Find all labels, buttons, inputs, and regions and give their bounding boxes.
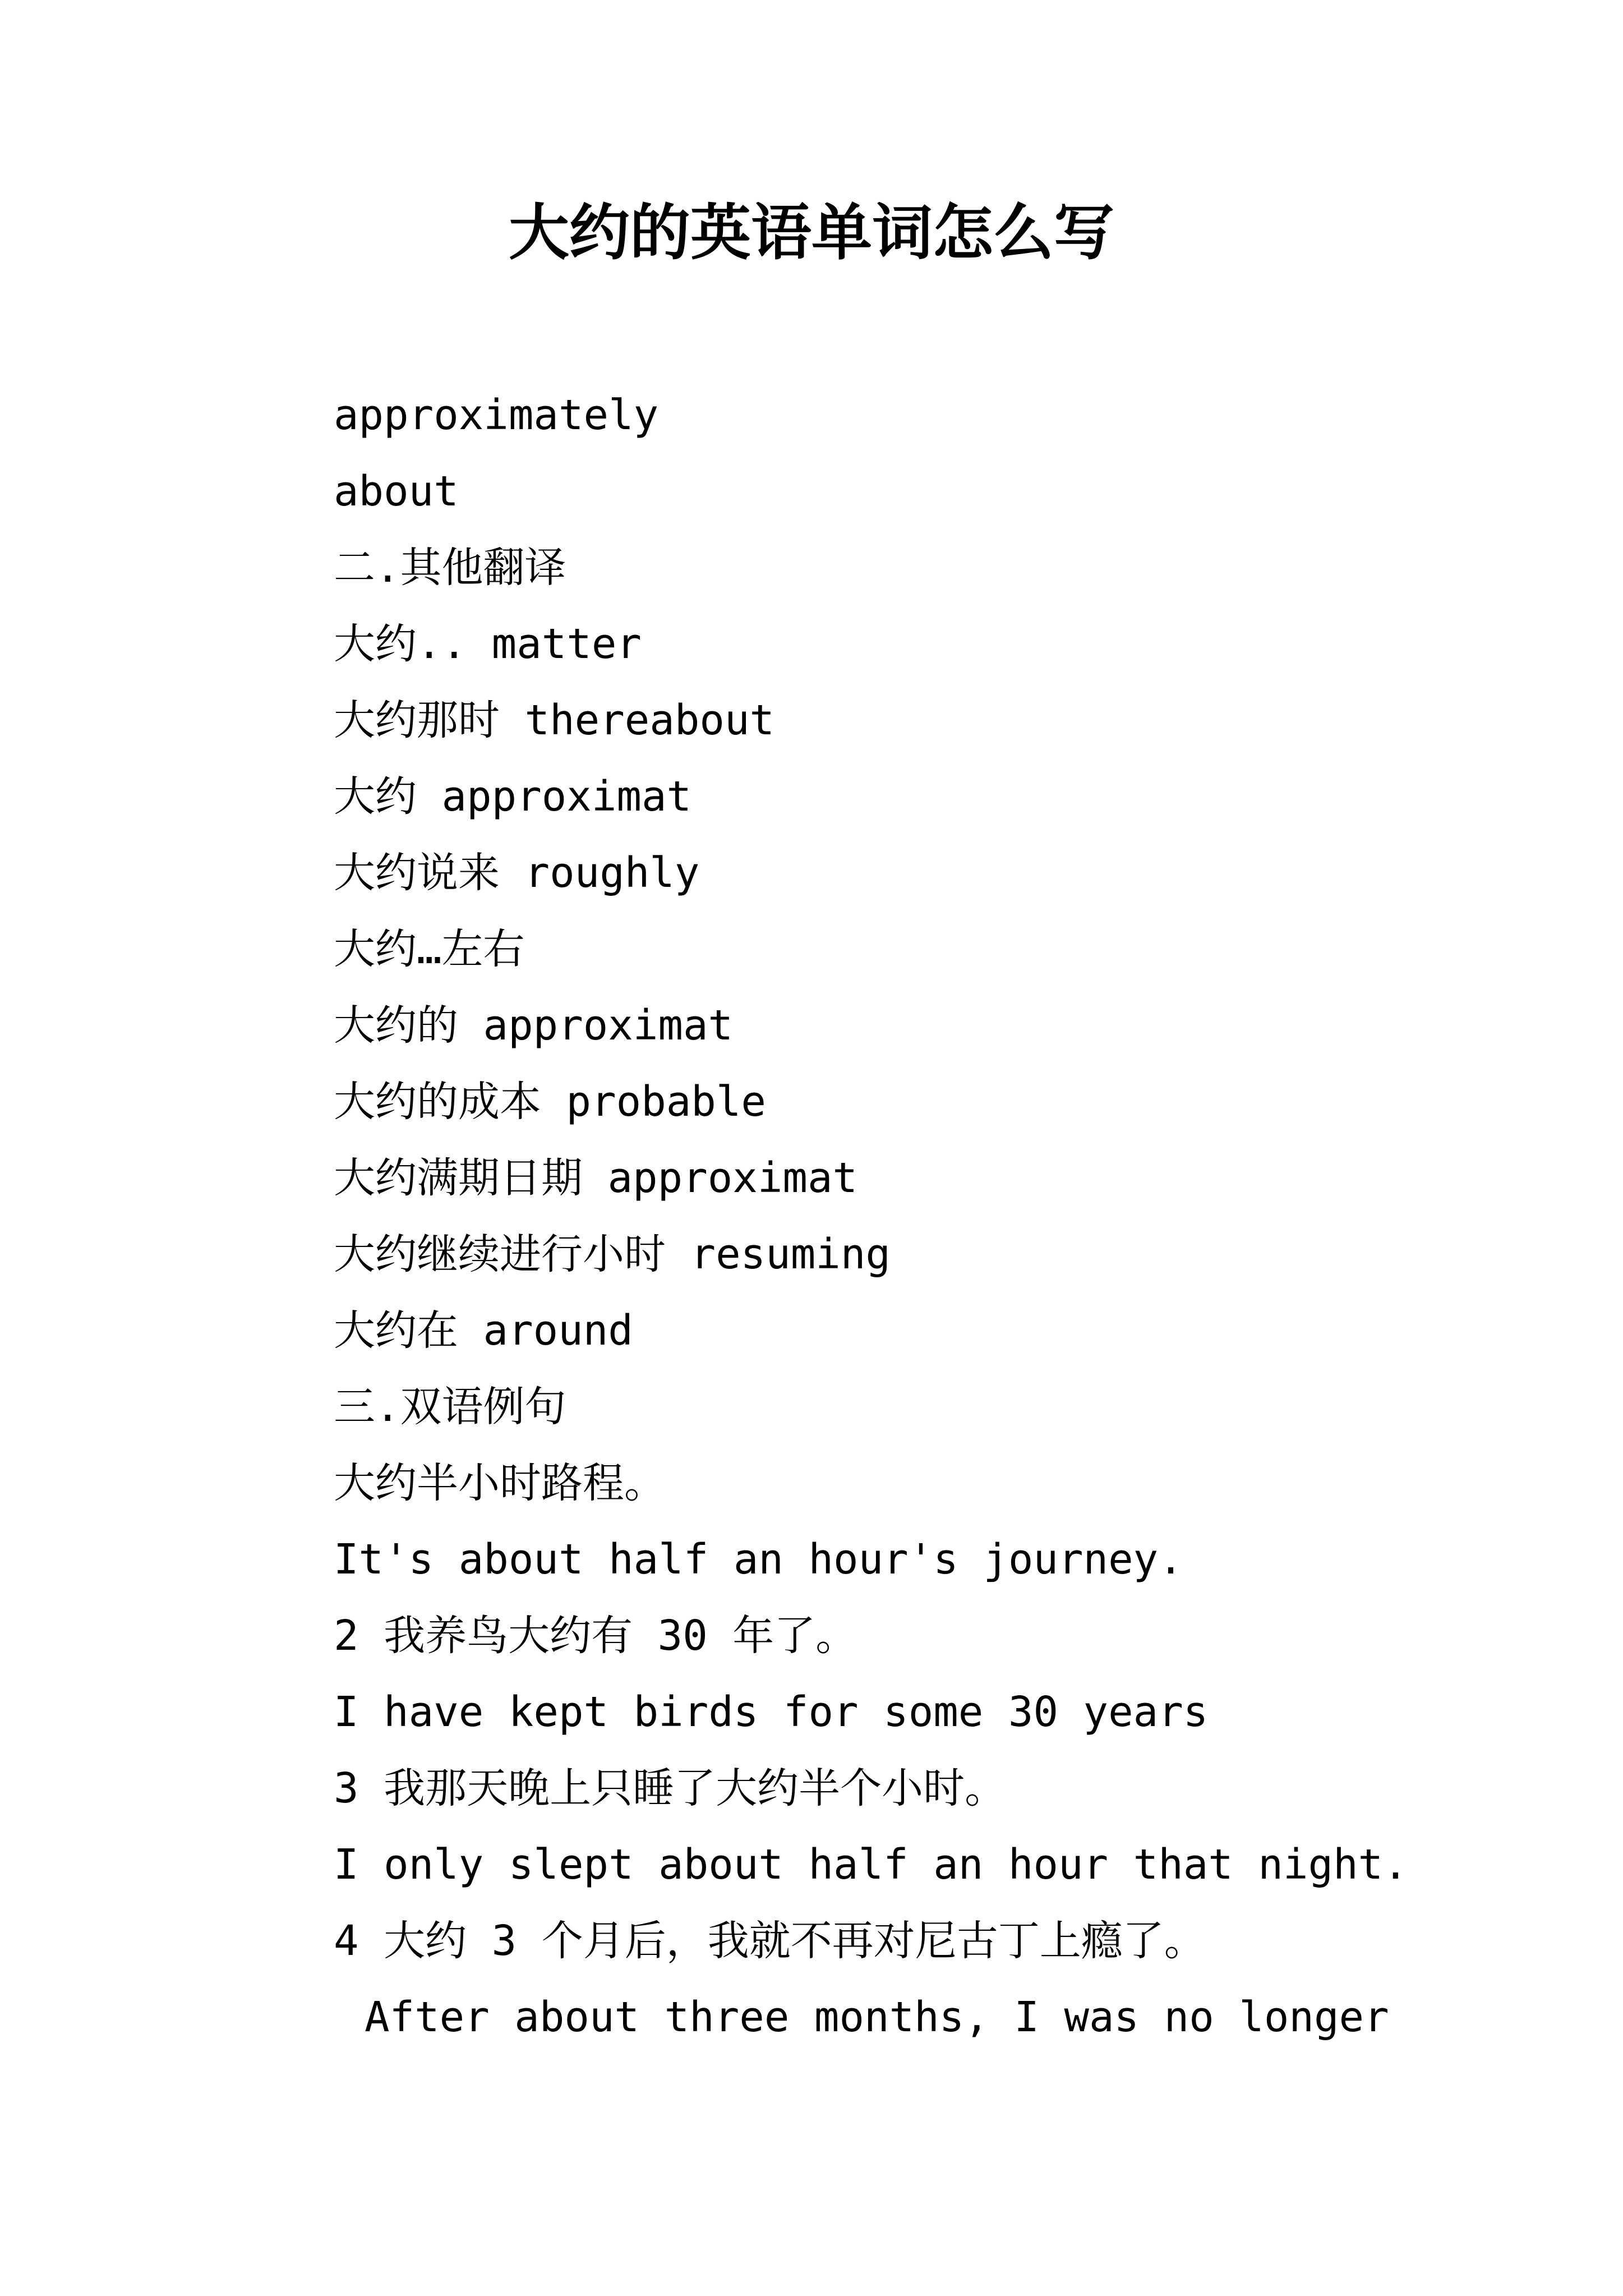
text-line: 大约在 around: [334, 1306, 633, 1355]
text-line: 大约的 approximat: [334, 1001, 734, 1050]
text-line: 大约 approximat: [334, 772, 692, 821]
text-line: 大约…左右: [334, 925, 525, 973]
page-title: 大约的英语单词怎么写: [508, 197, 1114, 268]
text-line: approximately: [334, 391, 659, 439]
text-line: 大约说来 roughly: [334, 849, 700, 897]
text-line: 3 我那天晚上只睡了大约半个小时。: [334, 1764, 1007, 1812]
text-line: 大约那时 thereabout: [334, 696, 775, 744]
text-line: 2 我养鸟大约有 30 年了。: [334, 1612, 857, 1660]
text-line: 大约半小时路程。: [334, 1459, 666, 1507]
text-line: 大约继续进行小时 resuming: [334, 1230, 891, 1278]
section-heading: 二.其他翻译: [334, 544, 566, 592]
text-line: I only slept about half an hour that night.: [334, 1841, 1408, 1889]
text-line: After about three months, I was no longer: [365, 1993, 1389, 2041]
text-line: 大约.. matter: [334, 620, 642, 668]
text-line: It's about half an hour's journey.: [334, 1535, 1183, 1584]
text-line: about: [334, 467, 459, 516]
text-line: 大约满期日期 approximat: [334, 1154, 858, 1202]
text-line: 大约的成本 probable: [334, 1078, 766, 1126]
text-line: 4 大约 3 个月后，我就不再对尼古丁上瘾了。: [334, 1917, 1206, 1965]
text-line: I have kept birds for some 30 years: [334, 1688, 1209, 1736]
section-heading: 三.双语例句: [334, 1383, 566, 1431]
